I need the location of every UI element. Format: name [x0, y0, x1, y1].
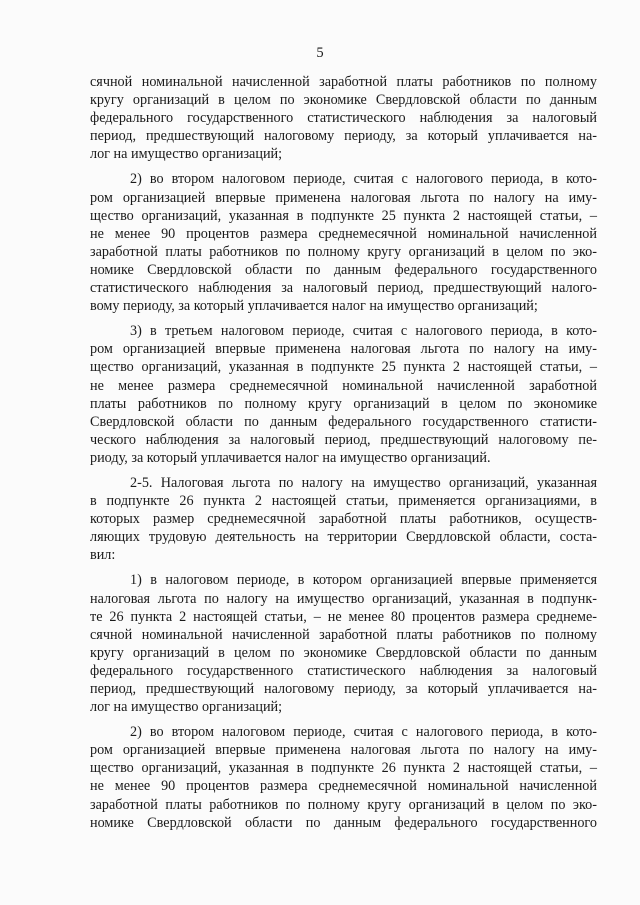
page-number: 5 — [316, 45, 324, 61]
paragraph-item-2 — [90, 170, 597, 315]
text-line: федерального государственного статистического наблюдения за налоговый — [90, 662, 597, 679]
paragraph-clause-2-5 — [90, 474, 597, 564]
text-line: 2) во втором налоговом периоде, считая с налогового периода, в кото- — [130, 171, 597, 188]
text-line: которых размер среднемесячной заработной платы работников, осуществ- — [90, 511, 597, 528]
text-line: в подпункте 26 пункта 2 настоящей статьи, применяется организациями, в — [90, 493, 597, 510]
text-line: вил: — [90, 547, 116, 564]
paragraph-item-3 — [90, 322, 597, 467]
text-line: сячной номинальной начисленной заработной платы работников по полному — [90, 626, 597, 643]
text-line: номике Свердловской области по данным федерального государственного — [90, 814, 597, 831]
text-line: лог на имущество организаций; — [90, 699, 283, 716]
text-line: вому периоду, за который уплачивается налог на имущество организаций; — [90, 298, 538, 315]
text-line: ром организацией впервые применена налоговая льгота по налогу на иму- — [90, 341, 597, 358]
text-line: лог на имущество организаций; — [90, 146, 283, 163]
text-line: не менее размера среднемесячной номинальной начисленной заработной — [90, 377, 597, 394]
text-line: ром организацией впервые применена налоговая льгота по налогу на иму- — [90, 189, 597, 206]
text-line: 2-5. Налоговая льгота по налогу на имущество организаций, указанная — [130, 474, 597, 491]
text-line: не менее 90 процентов размера среднемесячной номинальной начисленной — [90, 225, 597, 242]
text-line: номике Свердловской области по данным федерального государственного — [90, 261, 597, 278]
text-line: заработной платы работников по полному кругу организаций в целом по эко- — [90, 243, 597, 260]
text-line: налоговая льгота по налогу на имущество организаций, указанная в подпунк- — [90, 590, 597, 607]
text-line: заработной платы работников по полному кругу организаций в целом по эко- — [90, 796, 597, 813]
document-body — [90, 73, 597, 839]
paragraph-item-1 — [90, 571, 597, 716]
text-line: кругу организаций в целом по экономике Свердловской области по данным — [90, 92, 597, 109]
paragraph-continuation — [90, 73, 597, 163]
text-line: 1) в налоговом периоде, в котором организацией впервые применяется — [130, 572, 597, 589]
text-line: федерального государственного статистического наблюдения за налоговый — [90, 110, 597, 127]
text-line: ческого наблюдения за налоговый период, предшествующий налоговому пе- — [90, 431, 597, 448]
text-line: 3) в третьем налоговом периоде, считая с налогового периода, в кото- — [130, 323, 597, 340]
text-line: те 26 пункта 2 настоящей статьи, – не менее 80 процентов размера среднеме- — [90, 608, 597, 625]
text-line: ляющих трудовую деятельность на территории Свердловской области, соста- — [90, 529, 597, 546]
text-line: ром организацией впервые применена налоговая льгота по налогу на иму- — [90, 742, 597, 759]
text-line: период, предшествующий налоговому периоду, за который уплачивается на- — [90, 681, 597, 697]
text-line: щество организаций, указанная в подпункте 26 пункта 2 настоящей статьи, – — [90, 760, 597, 777]
text-line: платы работников по полному кругу организаций в целом по экономике — [90, 395, 597, 412]
text-line: риоду, за который уплачивается налог на имущество организаций. — [90, 449, 491, 466]
text-line: сячной номинальной начисленной заработной платы работников по полному — [90, 74, 597, 90]
text-line: Свердловской области по данным федерального государственного статисти- — [90, 413, 597, 430]
text-line: статистического наблюдения за налоговый период, предшествующий налого- — [90, 280, 597, 297]
text-line: щество организаций, указанная в подпункте 25 пункта 2 настоящей статьи, – — [90, 359, 597, 376]
text-line: 2) во втором налоговом периоде, считая с налогового периода, в кото- — [130, 724, 597, 741]
paragraph-item-2-second — [90, 723, 597, 832]
text-line: не менее 90 процентов размера среднемесячной номинальной начисленной — [90, 778, 597, 795]
text-line: период, предшествующий налоговому периоду, за который уплачивается на- — [90, 128, 597, 145]
text-line: щество организаций, указанная в подпункте 25 пункта 2 настоящей статьи, – — [90, 207, 597, 224]
text-line: кругу организаций в целом по экономике Свердловской области по данным — [90, 644, 597, 661]
